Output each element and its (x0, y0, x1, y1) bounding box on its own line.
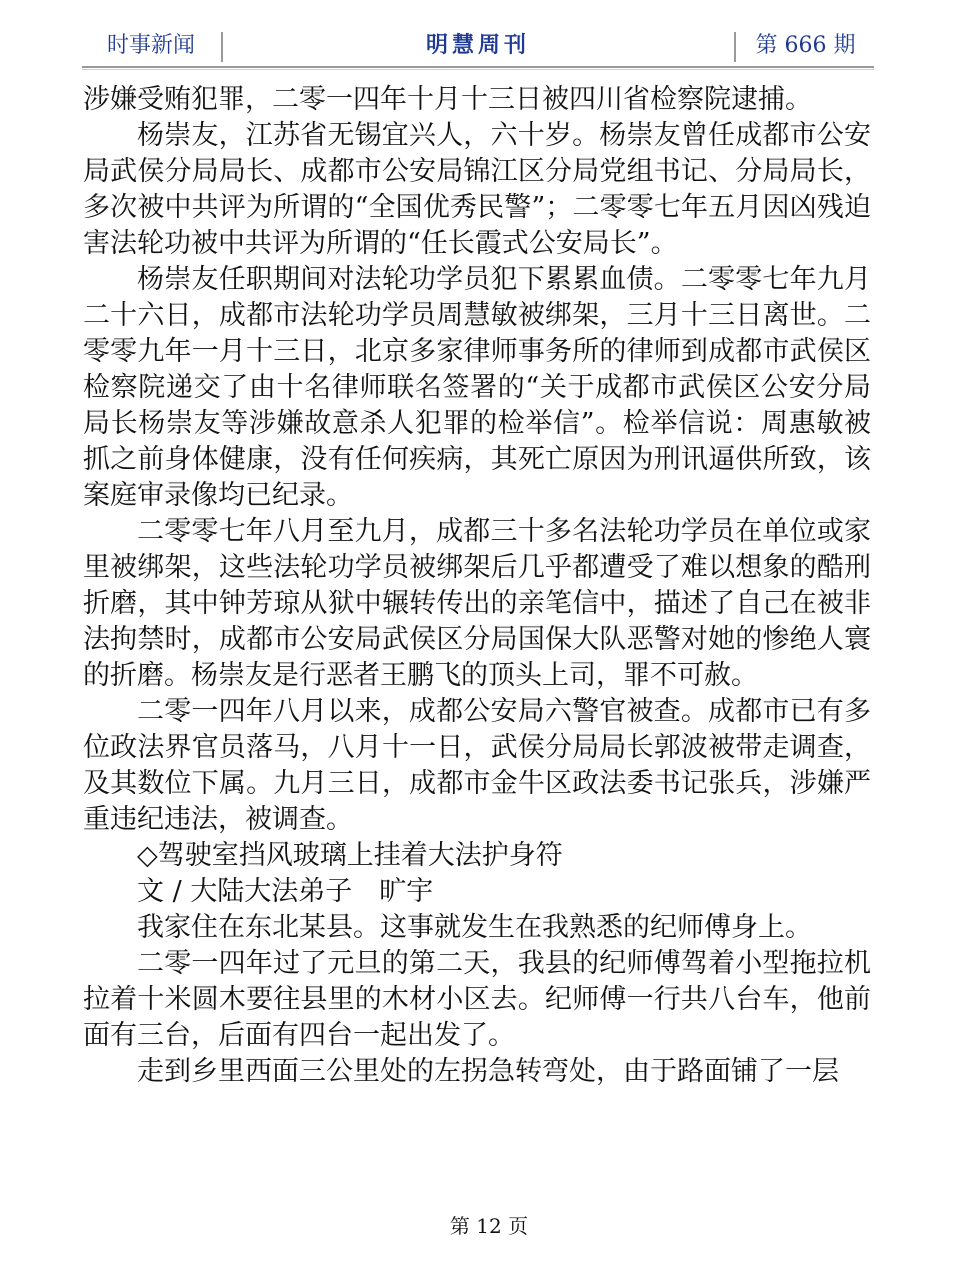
paragraph: 杨崇友，江苏省无锡宜兴人，六十岁。杨崇友曾任成都市公安局武侯分局局长、成都市公安局锦江区分局党组书记、分局局长，多次被中共评为所谓的“全国优秀民警”；二零零七年五月因凶残迫害法轮功被中共评为所谓的“任长霞式公安局长”。 (83, 120, 871, 259)
issue-number: 第 666 期 (755, 33, 856, 58)
paragraph: 我家住在东北某县。这事就发生在我熟悉的纪师傅身上。 (137, 912, 812, 943)
page-header (82, 26, 873, 68)
article-byline: 文 / 大陆大法弟子 旷宇 (137, 876, 434, 907)
publication-title: 明慧周刊 (425, 33, 530, 58)
paragraph: 二零一四年八月以来，成都公安局六警官被查。成都市已有多位政法界官员落马，八月十一日，武侯分局局长郭波被带走调查，及其数位下属。九月三日，成都市金牛区政法委书记张兵，涉嫌严重违纪违法，被调查。 (83, 696, 871, 835)
header-rule (82, 66, 874, 68)
paragraph: 杨崇友任职期间对法轮功学员犯下累累血债。二零零七年九月二十六日，成都市法轮功学员周慧敏被绑架，三月十三日离世。二零零九年一月十三日，北京多家律师事务所的律师到成都市武侯区检察院递交了由十名律师联名签署的“关于成都市武侯区公安分局局长杨崇友等涉嫌故意杀人犯罪的检举信”。检举信说：周惠敏被抓之前身体健康，没有任何疾病，其死亡原因为刑讯逼供所致，该案庭审录像均已纪录。 (83, 264, 871, 511)
section-label: 时事新闻 (106, 33, 195, 58)
header-divider (734, 32, 736, 62)
header-rule-shadow (82, 69, 874, 70)
paragraph: 涉嫌受贿犯罪，二零一四年十月十三日被四川省检察院逮捕。 (83, 84, 812, 115)
paragraph: 走到乡里西面三公里处的左拐急转弯处，由于路面铺了一层 (137, 1056, 839, 1087)
article-body (83, 82, 871, 1090)
paragraph: 二零零七年八月至九月，成都三十多名法轮功学员在单位或家里被绑架，这些法轮功学员被绑架后几乎都遭受了难以想象的酷刑折磨，其中钟芳琼从狱中辗转传出的亲笔信中，描述了自己在被非法拘禁时，成都市公安局武侯区分局国保大队恶警对她的惨绝人寰的折磨。杨崇友是行恶者王鹏飞的顶头上司，罪不可赦。 (83, 516, 871, 691)
paragraph: 二零一四年过了元旦的第二天，我县的纪师傅驾着小型拖拉机拉着十米圆木要往县里的木材小区去。纪师傅一行共八台车，他前面有三台，后面有四台一起出发了。 (83, 948, 871, 1051)
page-number: 第 12 页 (449, 1214, 529, 1238)
article-heading: ◇驾驶室挡风玻璃上挂着大法护身符 (137, 840, 563, 871)
